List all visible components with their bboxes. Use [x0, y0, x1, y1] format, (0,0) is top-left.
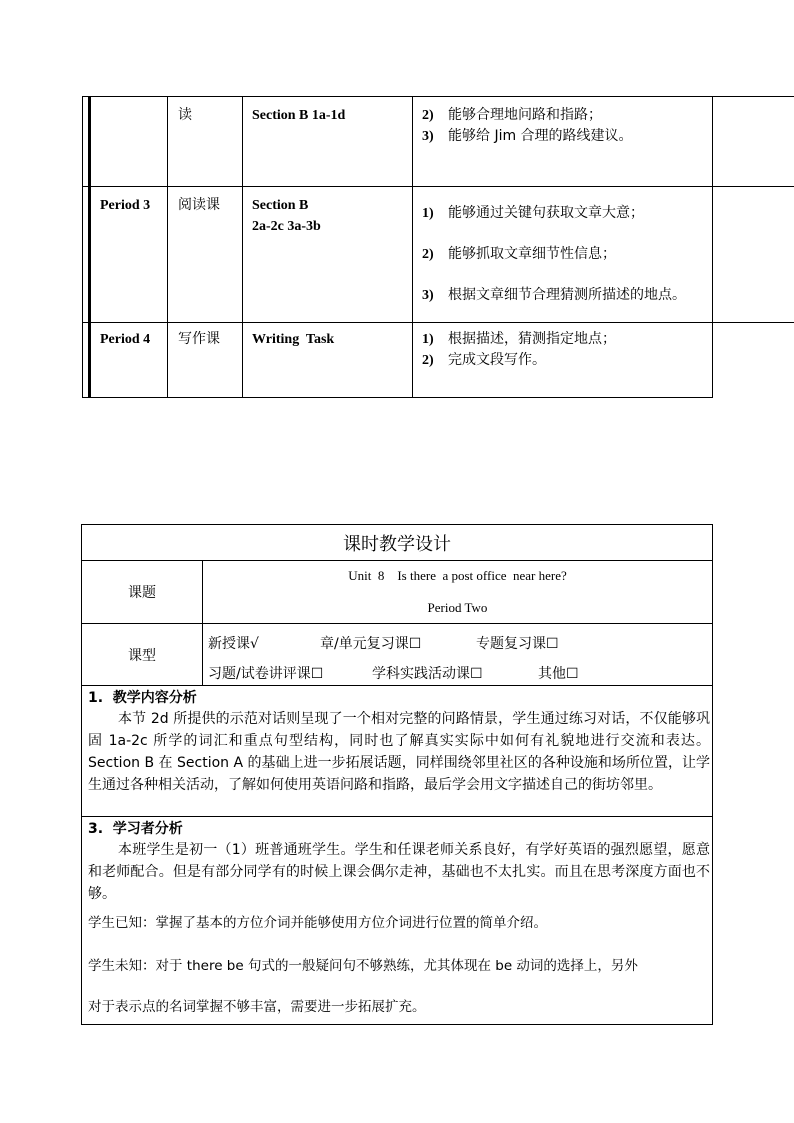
objectives-list — [422, 105, 633, 147]
content-analysis-text: 本节 2d 所提供的示范对话则呈现了一个相对完整的问路情景，学生通过练习对话，不仅能够巩固 1a-2c 所学的词汇和重点句型结构，同时也了解真实实际中如何有礼貌地进行交流和表达。Section B 在 Section A 的基础上进一步拓展话题，同样围绕邻里社区的各种设施和场所位置，让学生通过各种相关活动，了解如何使用英语问路和指路，最后学会用文字描述自己的街坊邻里。 — [88, 711, 710, 793]
section-cell: Writing Task — [252, 332, 335, 347]
objective-item: 1) 根据描述，猜测指定地点； — [422, 331, 616, 347]
schedule-table — [82, 96, 794, 398]
table-border-left-thick — [88, 96, 91, 398]
section-cell — [252, 195, 321, 237]
objective-item: 1) 能够通过关键句获取文章大意； — [422, 205, 644, 221]
topic-label: 课题 — [128, 585, 156, 601]
table-border-left-thin — [82, 96, 83, 398]
objective-item: 2) 能够合理地问路和指路； — [422, 107, 602, 123]
unknown-knowledge-line2: 对于表示点的名词掌握不够丰富，需要进一步拓展扩充。 — [88, 999, 426, 1015]
type-option-other: 其他☐ — [538, 666, 579, 682]
objectives-list — [422, 203, 686, 306]
period-cell: Period 3 — [100, 198, 151, 213]
column-divider — [167, 96, 168, 398]
type-option-topic-review: 专题复习课☐ — [476, 636, 559, 652]
column-divider — [242, 96, 243, 398]
section-line: Section B — [252, 198, 309, 213]
content-analysis-heading: 1. 教学内容分析 — [88, 690, 197, 706]
column-divider — [712, 96, 713, 398]
unknown-knowledge-line1: 学生未知：对于 there be 句式的一般疑问句不够熟练，尤其体现在 be 动词的选择上，另外 — [88, 958, 638, 974]
lesson-design-table — [81, 524, 713, 1025]
lesson-type-cell: 写作课 — [178, 331, 220, 347]
type-option-unit-review: 章/单元复习课☐ — [320, 636, 422, 652]
known-knowledge: 学生已知：掌握了基本的方位介词并能够使用方位介词进行位置的简单介绍。 — [88, 915, 547, 931]
section-cell: Section B 1a-1d — [252, 108, 346, 123]
section-line: 2a-2c 3a-3b — [252, 219, 321, 234]
topic-period: Period Two — [427, 600, 488, 615]
lesson-type-cell: 读 — [178, 107, 192, 123]
row-divider — [82, 397, 713, 398]
objective-item: 3) 根据文章细节合理猜测所描述的地点。 — [422, 287, 686, 303]
type-label: 课型 — [128, 647, 156, 664]
column-divider — [412, 96, 413, 398]
type-option-new: 新授课√ — [208, 636, 259, 652]
row-divider — [82, 816, 712, 817]
topic-unit: Unit 8 Is there a post office near here? — [348, 568, 567, 583]
objective-item: 2) 完成文段写作。 — [422, 352, 546, 368]
row-divider — [82, 186, 794, 187]
type-option-practice: 学科实践活动课☐ — [372, 666, 483, 682]
objective-item: 3) 能够给 Jim 合理的路线建议。 — [422, 128, 633, 144]
lesson-design-title: 课时教学设计 — [343, 533, 451, 555]
learner-analysis-text: 本班学生是初一（1）班普通班学生。学生和任课老师关系良好，有学好英语的强烈愿望，愿意和老师配合。但是有部分同学有的时候上课会偶尔走神，基础也不太扎实。而且在思考深度方面也不够。 — [88, 842, 710, 902]
type-option-exercise-review: 习题/试卷讲评课☐ — [208, 666, 324, 682]
row-divider — [82, 322, 794, 323]
objective-item: 2) 能够抓取文章细节性信息； — [422, 246, 616, 262]
lesson-type-cell: 阅读课 — [178, 197, 220, 213]
objectives-list — [422, 329, 616, 371]
row-divider — [82, 96, 794, 97]
learner-analysis-heading: 3. 学习者分析 — [88, 821, 183, 837]
period-cell: Period 4 — [100, 332, 151, 347]
row-divider — [82, 685, 712, 686]
